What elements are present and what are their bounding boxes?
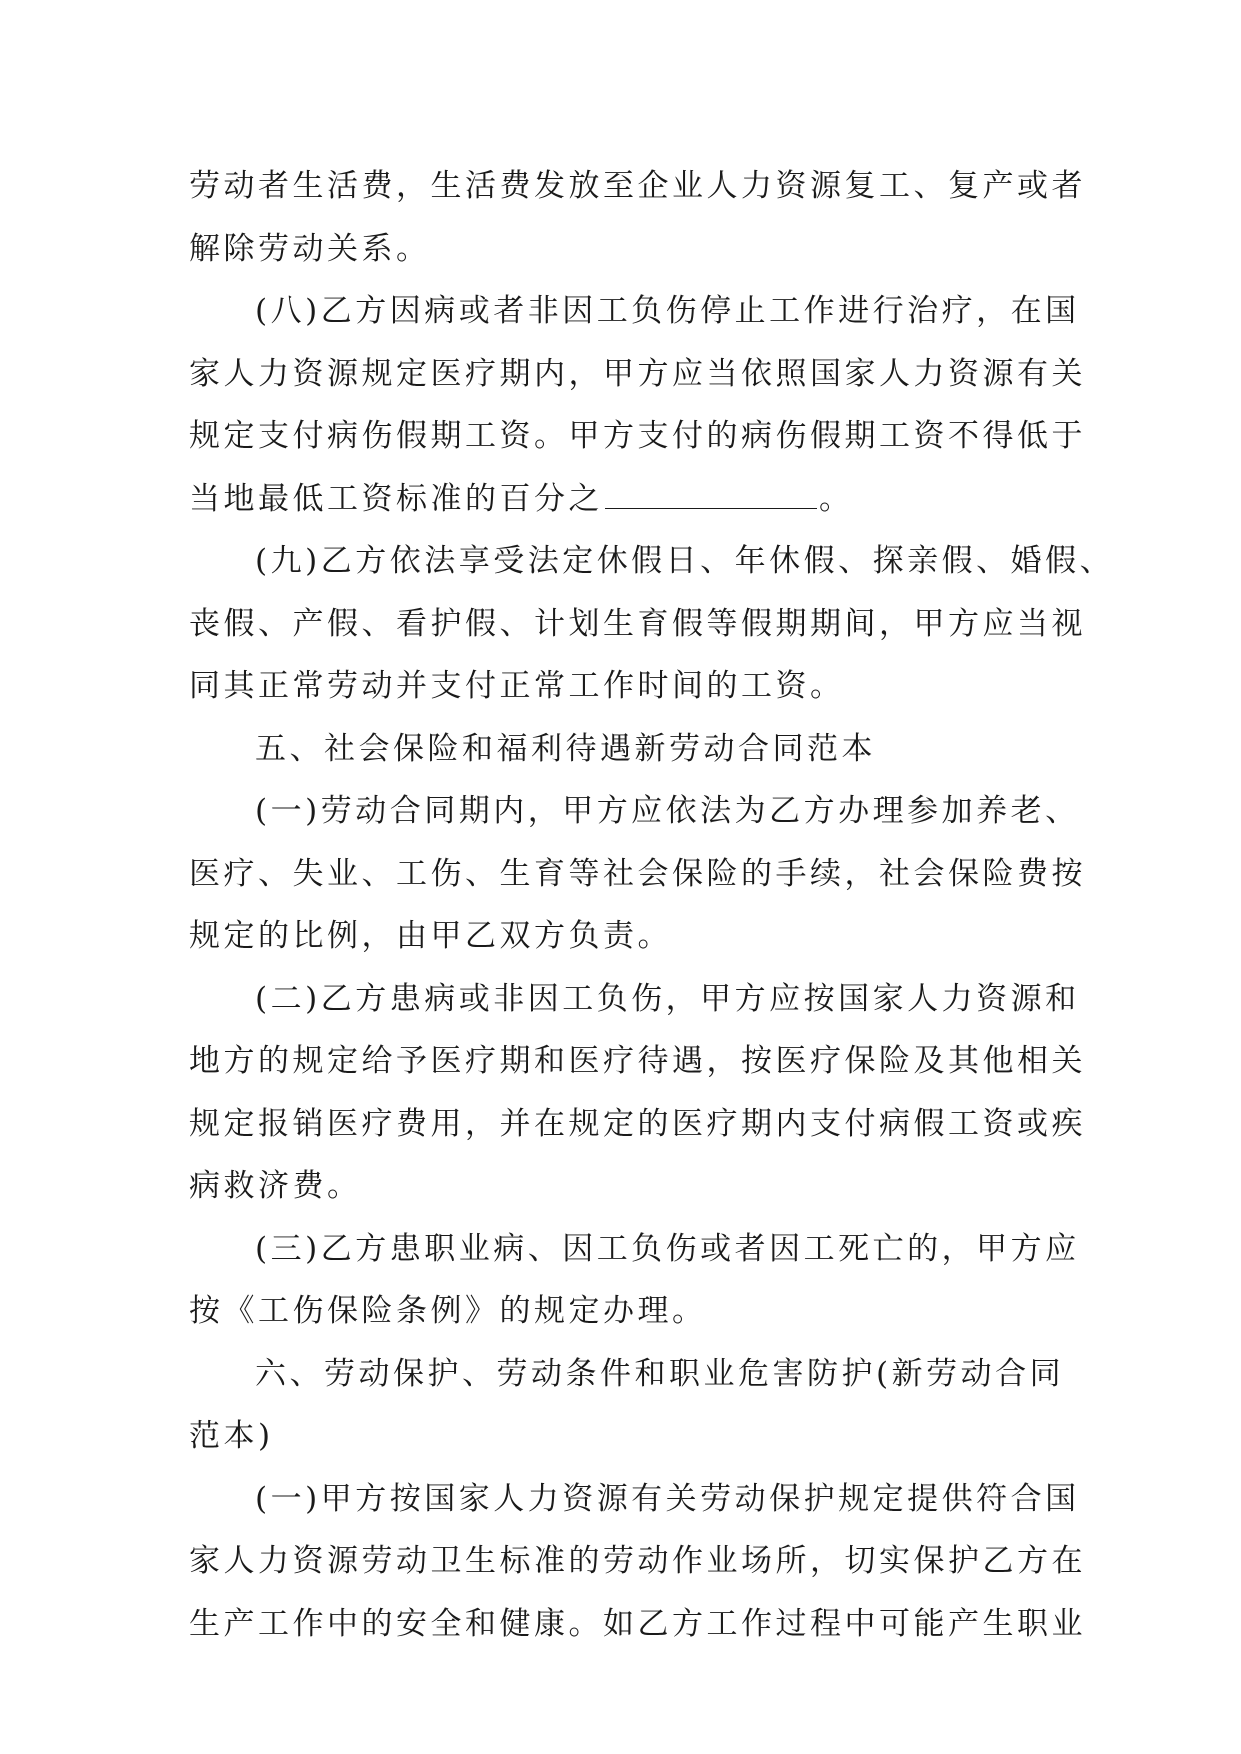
document-body bbox=[189, 155, 1115, 1655]
text-line: 规定的比例，由甲乙双方负责。 bbox=[189, 918, 672, 954]
text-line: 按《工伤保险条例》的规定办理。 bbox=[189, 1293, 707, 1329]
text-line: 解除劳动关系。 bbox=[189, 230, 431, 267]
text-line: 医疗、失业、工伤、生育等社会保险的手续，社会保险费按 bbox=[189, 855, 1086, 892]
text-line: 规定报销医疗费用，并在规定的医疗期内支付病假工资或疾 bbox=[189, 1105, 1086, 1142]
text-line: 生产工作中的安全和健康。如乙方工作过程中可能产生职业 bbox=[189, 1605, 1086, 1642]
text-line: 规定支付病伤假期工资。甲方支付的病伤假期工资不得低于 bbox=[189, 418, 1086, 454]
section-5-item-3-line: (三)乙方患职业病、因工负伤或者因工死亡的，甲方应 bbox=[255, 1230, 1080, 1267]
text-line-with-blank bbox=[189, 468, 1067, 531]
section-5-heading: 五、社会保险和福利待遇新劳动合同范本 bbox=[255, 730, 876, 767]
paragraph-9-line: (九)乙方依法享受法定休假日、年休假、探亲假、婚假、 bbox=[255, 543, 1115, 579]
text-line: 家人力资源规定医疗期内，甲方应当依照国家人力资源有关 bbox=[189, 355, 1086, 392]
text-line: 家人力资源劳动卫生标准的劳动作业场所，切实保护乙方在 bbox=[189, 1543, 1086, 1579]
section-6-item-1-line: (一)甲方按国家人力资源有关劳动保护规定提供符合国 bbox=[255, 1480, 1080, 1517]
text-fragment: 当地最低工资标准的百分之 bbox=[189, 480, 603, 517]
fill-in-blank bbox=[605, 480, 817, 509]
text-line: 病救济费。 bbox=[189, 1168, 362, 1204]
text-line: 丧假、产假、看护假、计划生育假等假期期间，甲方应当视 bbox=[189, 605, 1086, 642]
text-line: 劳动者生活费，生活费发放至企业人力资源复工、复产或者 bbox=[189, 168, 1086, 204]
section-6-heading: 六、劳动保护、劳动条件和职业危害防护(新劳动合同 bbox=[255, 1355, 1065, 1392]
section-6-heading-cont: 范本) bbox=[189, 1418, 274, 1454]
text-line: 同其正常劳动并支付正常工作时间的工资。 bbox=[189, 668, 845, 704]
section-5-item-1-line: (一)劳动合同期内，甲方应依法为乙方办理参加养老、 bbox=[255, 793, 1080, 829]
paragraph-8-line: (八)乙方因病或者非因工负伤停止工作进行治疗，在国 bbox=[255, 293, 1080, 329]
section-5-item-2-line: (二)乙方患病或非因工负伤，甲方应按国家人力资源和 bbox=[255, 980, 1080, 1017]
text-fragment: 。 bbox=[819, 480, 854, 517]
text-line: 地方的规定给予医疗期和医疗待遇，按医疗保险及其他相关 bbox=[189, 1043, 1086, 1079]
